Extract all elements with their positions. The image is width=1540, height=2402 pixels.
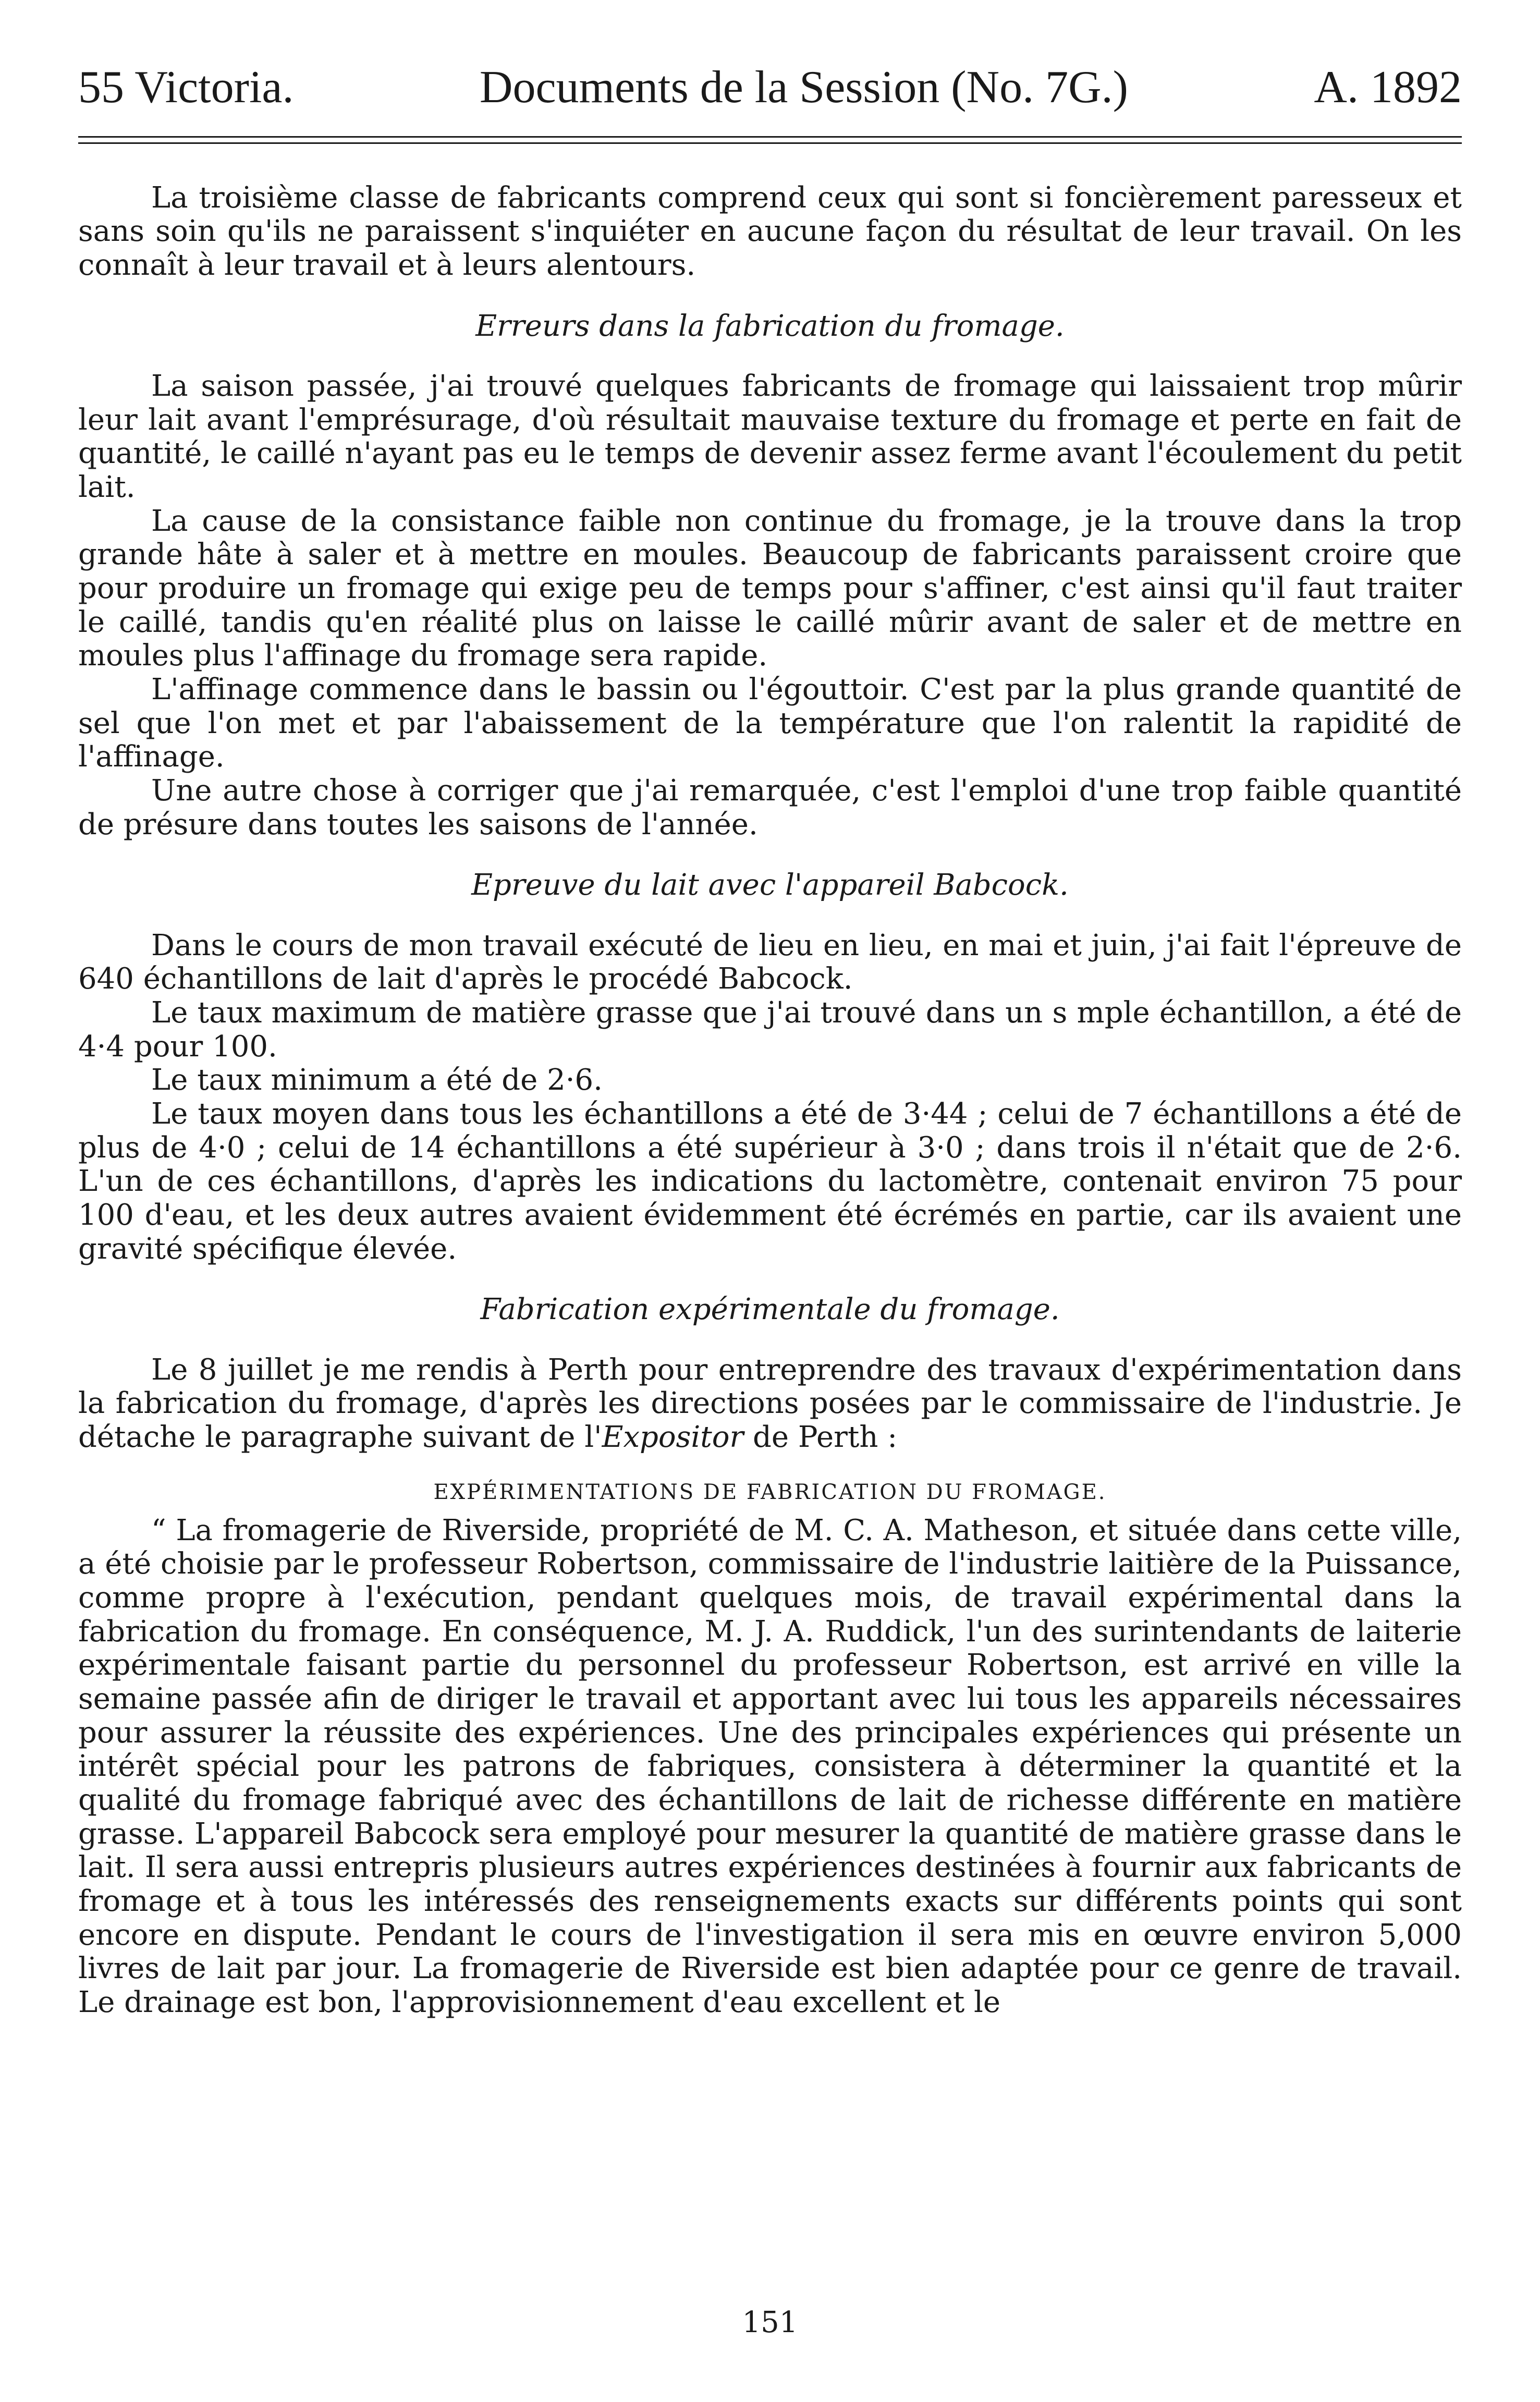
section-heading-babcock: Epreuve du lait avec l'appareil Babcock. — [471, 868, 1069, 903]
paragraph-fabrication-1 — [78, 1354, 1462, 1455]
header-title: Documents de la Session (No. 7G.) — [479, 62, 1128, 113]
header-volume: 55 Victoria. — [78, 62, 294, 113]
header-year: A. 1892 — [1314, 62, 1462, 113]
intro-paragraph: La troisième classe de fabricants comprend ceux qui sont si foncièrement paresseux et sans soin qu'ils ne paraissent s'inquiéter en aucune façon du résultat de leur travail. On les connaît à leur travail et à leurs alentours. — [78, 180, 1462, 283]
paragraph-babcock-4: Le taux moyen dans tous les échantillons a été de 3·44 ; celui de 7 échantillons a été de plus de 4·0 ; celui de 14 échantillons a été supérieur à 3·0 ; dans trois il n'était que de 2·6. L'un de ces échantillons, d'après les indications du lactomètre, contenait environ 75 pour 100 d'eau, et les deux autres avaient évidemment été écrémés en partie, car ils avaient une gravité spécifique élevée. — [78, 1096, 1462, 1266]
paragraph-errors-4: Une autre chose à corriger que j'ai remarquée, c'est l'emploi d'une trop faible quantité de présure dans toutes les saisons de l'année. — [78, 774, 1462, 842]
paragraph-babcock-3: Le taux minimum a été de 2·6. — [151, 1063, 603, 1098]
paragraph-errors-1: La saison passée, j'ai trouvé quelques fabricants de fromage qui laissaient trop mûrir leur lait avant l'emprésurage, d'où résultait mauvaise texture du fromage et perte en fait de quantité, le caillé n'ayant pas eu le temps de devenir assez ferme avant l'écoulement du petit lait. — [78, 369, 1462, 505]
page-number: 151 — [742, 2306, 798, 2339]
quoted-paragraph: “ La fromagerie de Riverside, propriété de M. C. A. Matheson, et située dans cette ville, a été choisie par le professeur Robertson, commissaire de l'industrie laitière de la Puissance, comme propre à l'exécution, pendant quelques mois, de travail expérimental dans la fabrication du fromage. En conséquence, M. J. A. Ruddick, l'un des surintendants de laiterie expérimentale faisant partie du personnel du professeur Robertson, est arrivé en ville la semaine passée afin de diriger le travail et apportant avec lui tous les appareils nécessaires pour assurer la réussite des expériences. Une des principales expériences qui présente un intérêt spécial pour les patrons de fabriques, consistera à déterminer la quantité et la qualité du fromage fabriqué avec des échantillons de lait de richesse différente en matière grasse. L'appareil Babcock sera employé pour mesurer la quantité de matière grasse dans le lait. Il sera aussi entrepris plusieurs autres expériences destinées à fournir aux fabricants de fromage et à tous les intéressés des renseignements exacts sur différents points qui sont encore en dispute. Pendant le cours de l'investigation il sera mis en œuvre environ 5,000 livres de lait par jour. La fromagerie de Riverside est bien adaptée pour ce genre de travail. Le drainage est bon, l'approvisionnement d'eau excellent et le — [78, 1513, 1462, 2019]
header-rule-bottom — [78, 142, 1462, 144]
header-rule — [78, 136, 1462, 144]
running-header — [78, 63, 1462, 113]
section-heading-fabrication: Fabrication expérimentale du fromage. — [480, 1293, 1060, 1327]
subsection-heading-experiments: EXPÉRIMENTATIONS DE FABRICATION DU FROMAGE. — [433, 1480, 1107, 1504]
paragraph-babcock-2: Le taux maximum de matière grasse que j'ai trouvé dans un s mple échantillon, a été de 4·4 pour 100. — [78, 995, 1462, 1064]
paragraph-errors-2: La cause de la consistance faible non continue du fromage, je la trouve dans la trop grande hâte à saler et à mettre en moules. Beaucoup de fabricants paraissent croire que pour produire un fromage qui exige peu de temps pour s'affiner, c'est ainsi qu'il faut traiter le caillé, tandis qu'en réalité plus on laisse le caillé mûrir avant de saler et de mettre en moules plus l'affinage du fromage sera rapide. — [78, 504, 1462, 673]
expositor-title: Expositor — [602, 1420, 744, 1454]
header-rule-top — [78, 136, 1462, 138]
section-heading-errors: Erreurs dans la fabrication du fromage. — [475, 309, 1065, 343]
paragraph-errors-3: L'affinage commence dans le bassin ou l'égouttoir. C'est par la plus grande quantité de sel que l'on met et par l'abaissement de la température que l'on ralentit la rapidité de l'affinage. — [78, 673, 1462, 774]
paragraph-fabrication-1-end: de Perth : — [743, 1420, 898, 1454]
paragraph-babcock-1: Dans le cours de mon travail exécuté de lieu en lieu, en mai et juin, j'ai fait l'épreuve de 640 échantillons de lait d'après le procédé Babcock. — [78, 928, 1462, 996]
paragraph-fabrication-1-text: Le 8 juillet je me rendis à Perth pour entreprendre des travaux d'expérimentation dans la fabrication du fromage, d'après les directions posées par le commissaire de l'industrie. Je détache le paragraphe suivant de l' — [78, 1352, 1462, 1454]
